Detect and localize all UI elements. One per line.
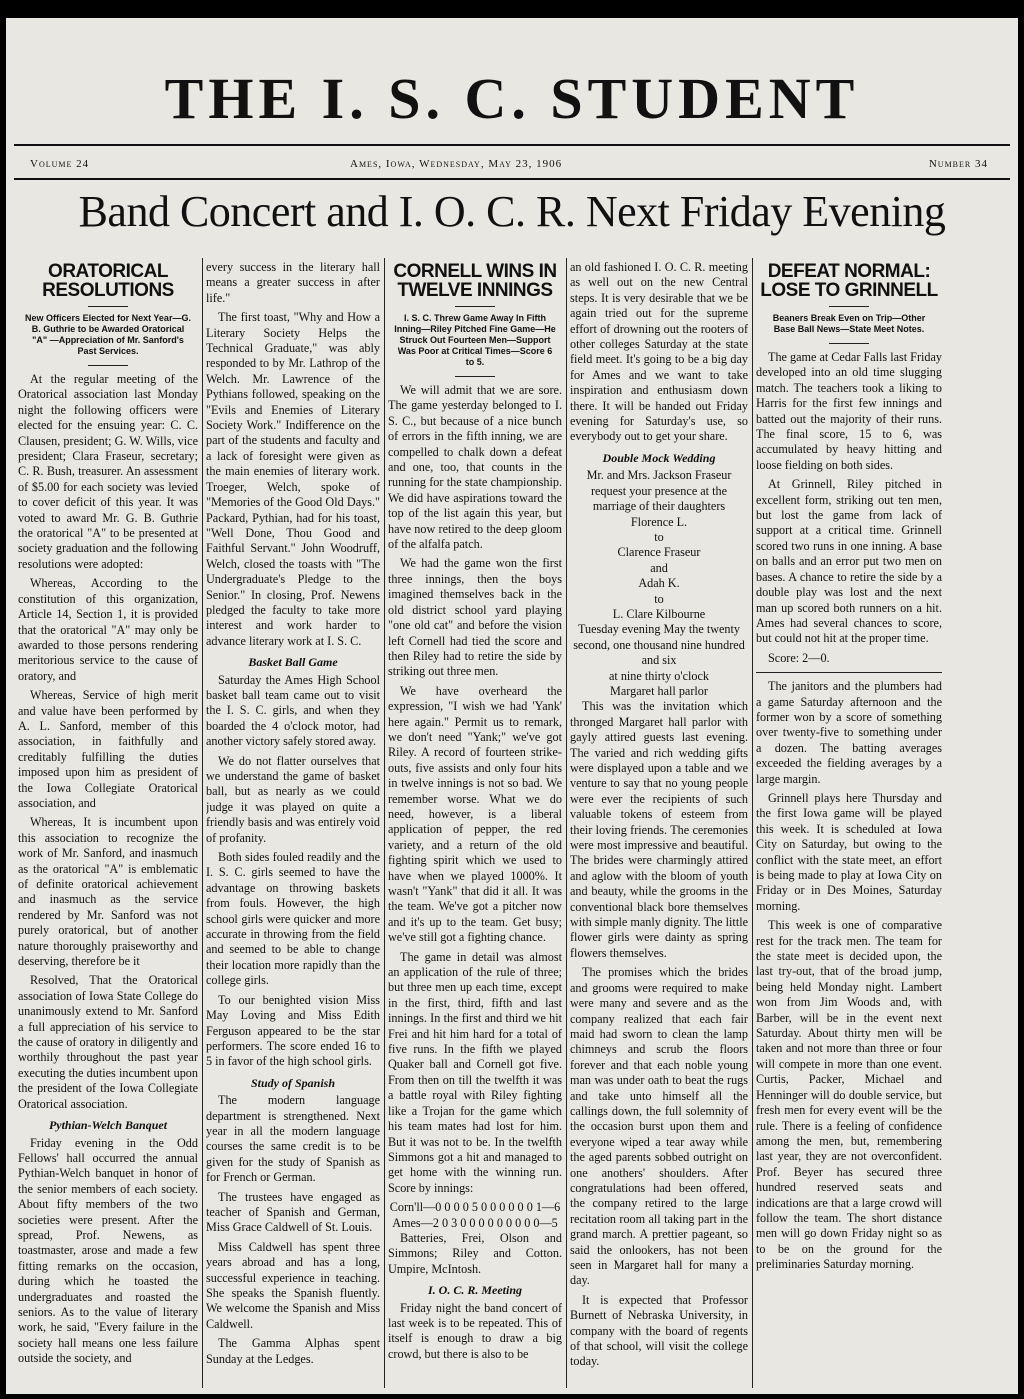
column-divider	[566, 258, 567, 1388]
paragraph: The Gamma Alphas spent Sunday at the Ledges.	[206, 1336, 380, 1366]
volume-label: Volume 24	[30, 158, 90, 170]
newspaper-page	[6, 18, 1018, 1394]
paragraph: Whereas, It is incumbent upon this association to recognize the work of Mr. Sanford, and inasmuch as the oratorical "A" is emblematic of definite oratorical achievement and inasmuch as the service rendered by Mr. Sanford was not purely oratorical, but of another nature thoroughly praiseworthy and deserving, therefore be it	[18, 815, 198, 969]
paragraph: The game at Cedar Falls last Friday developed into an old time slugging match. The teachers took a liking to Harris for the first few innings and batted out the majority of their runs. The final score, 15 to 6, was accumulated by heavy hitting and loose fielding on both sides.	[756, 350, 942, 472]
column-divider	[202, 258, 203, 1388]
paragraph: We do not flatter ourselves that we understand the game of basket ball, but as nearly as we could judge it was played on quite a friendly basis and was entirely void of profanity.	[206, 753, 380, 845]
paragraph: Whereas, Service of high merit and value have been performed by A. L. Sanford, member of this association, in faithfully and creditably fulfilling the duties imposed upon him as president of the Iowa Collegiate Oratorical association, and	[18, 688, 198, 810]
masthead-rule	[14, 144, 1010, 146]
paragraph: The first toast, "Why and How a Literary Society Helps the Technical Graduate," was ably responded to by Mr. Lathrop of the Welch. Mr. Lawrence of the Pythians followed, speaking on the "Evils and Enemies of Literary Society Work." Indifference on the part of the students and faculty and a lack of foresight were given as the main enemies of literary work. Troeger, Welch, spoke of "Memories of the Good Old Days." Packard, Pythian, had for his toast, "Well Done, Thou Good and Faithful Servant." John Woodruff, Welch, closed the toasts with "The Undergraduate's Pledge to the Senior." In closing, Prof. Newens pledged the faculty to take more interest and work harder to advance literary work at I. S. C.	[206, 310, 380, 648]
paragraph: Score: 2—0.	[768, 650, 830, 665]
paragraph: We have overheard the expression, "I wish we had 'Yank' here again." Permit us to remark, we don't need "Yank;" we've got Riley. A record of fourteen strike-outs, five assists and only four hits in twelve innings is not so bad. We remember worse. What we do need, however, is a liberal application of pepper, the red variety, and a return of the old fighting spirit which we used to have when we played 1000%. It wasn't "Yank" that did it all. It was the team. We've got a pitcher now and it's up to the team. Get busy; we've still got a fighting chance.	[388, 683, 562, 945]
paragraph: This week is one of comparative rest for the track men. The team for the state meet is decided upon, the last try-out, that of the broad jump, being held Monday night. Lambert won from Jim Woods and, with Barber, will be in the event next Saturday. About thirty men will be taken and not more than three or four will compete in more than one event. Curtis, Packer, Michael and Henninger will do double service, but fresh men for every event will be the rule. There is a feeling of confidence among the men, but, remembering last year, they are not overconfident. Prof. Beyer has secured three hundred reserved seats and indications are that a large crowd will follow the team. The short distance men will go down Friday night so as to be on the ground for the preliminaries Saturday morning.	[756, 918, 942, 1272]
subhead: Basket Ball Game	[248, 655, 338, 670]
paragraph: Miss Caldwell has spent three years abroad and has a long, successful experience in teaching. She speaks the Spanish fluently. We welcome the Spanish and Miss Caldwell.	[206, 1239, 380, 1331]
column-oratorical	[18, 260, 198, 1385]
column-wedding	[570, 260, 748, 1385]
title-rule	[88, 306, 128, 307]
invitation-line: L. Clare Kilbourne	[612, 606, 706, 621]
paragraph: This was the invitation which thronged Margaret hall parlor with gayly attired guests last evening. The varied and rich wedding gifts were displayed upon a table and we venture to say that no young people were ever the recipients of such valuable tokens of esteem from their loving friends. The ceremonies were most impressive and beautiful. The brides were charmingly attired and aglow with the bloom of youth and beauty, while the grooms in the conventional black bore themselves with simple manly dignity. The little flower girls were dainty as spring flowers themselves.	[570, 699, 748, 960]
title-rule	[455, 306, 495, 307]
invitation-line: and	[650, 560, 668, 575]
paragraph: At Grinnell, Riley pitched in excellent form, striking out ten men, but lost the game from lack of support at a critical time. Grinnell scored two runs in one inning. A base on balls and an error put two men on bases. A chance to retire the side by a double play was lost and the next man up scored both runners on a hit. Ames had several chances to score, but could not hit at the proper time.	[756, 477, 942, 646]
column-divider	[752, 258, 753, 1388]
article-title: CORNELL WINS IN TWELVE INNINGS	[393, 261, 557, 301]
invitation-line: Clarence Fraseur	[617, 545, 701, 560]
invitation-line: Mr. and Mrs. Jackson Fraseur	[586, 468, 732, 483]
column-divider	[384, 258, 385, 1388]
paragraph: an old fashioned I. O. C. R. meeting as well out on the new Central steps. It is very desirable that we be again tried out for the supreme effort of drowning out the rooters of other colleges Saturday at the state field meet. It's going to be a big day for Ames and we want to take inspiration and enthusiasm down there. It will be handed out Friday evening for Saturday's use, so everybody out to get your share.	[570, 260, 748, 444]
article-deck: Beaners Break Even on Trip—Other Base Ball News—State Meet Notes.	[772, 313, 926, 334]
invitation-line: Adah K.	[638, 576, 680, 591]
invitation-line: Tuesday evening May the twenty second, one thousand nine hundred and six	[573, 622, 745, 668]
paragraph: Resolved, That the Oratorical association of Iowa State College do unanimously extend to Mr. Sanford a full appreciation of his service to the cause of oratory in diligently and worthily throughout the past year executing the duties incumbent upon the president of the Iowa Collegiate Oratorical association.	[18, 973, 198, 1111]
score-line: Ames—2 0 3 0 0 0 0 0 0 0 0 0—5	[392, 1215, 558, 1230]
invitation-line: request your presence at the	[590, 483, 728, 498]
dateline-rule	[14, 178, 1010, 180]
subhead: Pythian-Welch Banquet	[48, 1118, 168, 1133]
paragraph: Friday evening in the Odd Fellows' hall occurred the annual Pythian-Welch banquet in honor of the senior members of each society. About fifty members of the two societies were present. After the spread, Prof. Newens, as toastmaster, arose and made a few fitting remarks on the occasion, during which he toasted the undergraduates and roasted the seniors. As to the value of literary work, he said, "Every failure in the society hall means one less failure outside the society, and	[18, 1135, 198, 1366]
column-normal-grinnell	[756, 260, 942, 1385]
article-title: DEFEAT NORMAL: LOSE TO GRINNELL	[760, 261, 938, 301]
invitation-line: marriage of their daughters	[592, 499, 726, 514]
paragraph: Both sides fouled readily and the I. S. C. girls seemed to have the advantage on throwing baskets from fouls. However, the high school girls were quicker and more accurate in throwing from the field and seemed to be able to change their location more rapidly than the college girls.	[206, 850, 380, 988]
paragraph: The game in detail was almost an application of the rule of three; but three men up each time, except in the first, third, fifth and last innings. In the first and third we hit Frei and hit him hard for a total of five runs. In the fifth we played Quaker ball and Cornell got five. From then on till the twelfth it was a battle royal with Riley fighting like a Trojan for the game which his team mates had lost for him. But it was not to be. In the twelfth Simmons got a hit and managed to get home with the winning run. Score by innings:	[388, 949, 562, 1195]
paragraph: The promises which the brides and grooms were required to make were many and severe and as the company realized that each fair maid had sworn to clean the lamp chimneys and scrub the floors forever and that each noble young man was under oath to beat the rugs and take unto himself all the callings down, the full solemnity of the occasion burst upon them and everyone wiped a tear away while the aged parents sobbed outright on one anothers' shoulders. After congratulations had been offered, the company retired to the large recitation room all taking part in the grand march. A prettier pageant, so said the onlookers, has not been seen in Margaret hall for many a day.	[570, 965, 748, 1288]
paragraph: Saturday the Ames High School basket ball team came out to visit the I. S. C. girls, and when they boarded the 4 o'clock motor, had another victory safely stored away.	[206, 672, 380, 749]
paragraph: Friday night the band concert of last week is to be repeated. This of itself is enough to draw a big crowd, but there is also to be	[388, 1300, 562, 1361]
article-deck: I. S. C. Threw Game Away In Fifth Inning—Riley Pitched Fine Game—He Struck Out Fourteen Men—Support Was Poor at Critical Times—Score 6 to 5.	[394, 313, 556, 367]
paragraph: The modern language department is strengthened. Next year in all the modern language courses the same credit is to be given for the study of Spanish as for French or German.	[206, 1093, 380, 1185]
paragraph: We had the game won the first three innings, then the boys imagined themselves back in the old district school yard playing "one old cat" and before the vision left Cornell had tied the score and then Riley had to retire the side by striking out three men.	[388, 556, 562, 679]
column-cornell	[388, 260, 562, 1385]
paragraph: At the regular meeting of the Oratorical association last Monday night the following officers were elected for the ensuing year: C. C. Clausen, president; G. W. Wills, vice president; Clara Fraseur, secretary; C. R. Bush, treasurer. An assessment of $5.00 for each society was levied to cover deficit of this year. It was voted to award Mr. G. B. Guthrie the oratorical "A" to be presented at society graduation and the following resolutions were adopted:	[18, 372, 198, 571]
article-deck: New Officers Elected for Next Year—G. B. Guthrie to be Awarded Oratorical "A" —Appreciation of Mr. Sanford's Past Services.	[25, 313, 191, 356]
deck-rule	[88, 365, 128, 366]
deck-rule	[829, 343, 869, 344]
paragraph: Batteries, Frei, Olson and Simmons; Riley and Cotton. Umpire, McIntosh.	[388, 1230, 562, 1276]
title-rule	[829, 306, 869, 307]
place-date: Ames, Iowa, Wednesday, May 23, 1906	[350, 158, 563, 170]
article-title: ORATORICAL RESOLUTIONS	[42, 261, 174, 301]
section-rule	[756, 672, 942, 673]
paragraph: It is expected that Professor Burnett of Nebraska University, in company with the board of regents of that school, will visit the college today.	[570, 1292, 748, 1369]
masthead: THE I. S. C. STUDENT	[164, 66, 860, 131]
paragraph: The janitors and the plumbers had a game Saturday afternoon and the former won by a score of something over twenty-five to something under a dozen. The batting averages exceeded the fielding averages by a large margin.	[756, 679, 942, 786]
invitation-line: to	[654, 529, 664, 544]
paragraph: Whereas, According to the constitution of this organization, Article 14, Section 1, it is provided that the oratorical "A" may only be awarded to those persons rendering meritorious service to the cause of oratory, and	[18, 576, 198, 683]
paragraph: We will admit that we are sore. The game yesterday belonged to I. S. C., but because of a nice bunch of errors in the fifth inning, we are compelled to chalk down a defeat and one, too, that counts in the running for the state championship. We did have aspirations toward the top of the list again this year, but have now retired to the deep gloom of the alfalfa patch.	[388, 383, 562, 552]
main-headline: Band Concert and I. O. C. R. Next Friday Evening	[78, 187, 946, 236]
paragraph: Grinnell plays here Thursday and the first Iowa game will be played this week. It is scheduled at Iowa City on Saturday, but owing to the conflict with the state meet, an effort is being made to play at Iowa City on Friday or in Des Moines, Saturday morning.	[756, 790, 942, 913]
subhead: Double Mock Wedding	[602, 450, 716, 465]
column-banquet-continued	[206, 260, 380, 1385]
issue-number: Number 34	[928, 158, 988, 170]
subhead: Study of Spanish	[250, 1075, 336, 1090]
deck-rule	[455, 376, 495, 377]
paragraph: The trustees have engaged as teacher of Spanish and German, Miss Grace Caldwell of St. Louis.	[206, 1189, 380, 1235]
paragraph: To our benighted vision Miss May Loving and Miss Edith Ferguson appeared to be the star performers. The score ended 16 to 5 in favor of the high school girls.	[206, 992, 380, 1069]
invitation-line: Margaret hall parlor	[610, 683, 708, 698]
invitation-line: at nine thirty o'clock	[608, 668, 709, 683]
subhead: I. O. C. R. Meeting	[427, 1283, 522, 1298]
paragraph: every success in the literary hall means a greater success in after life."	[206, 260, 380, 305]
invitation-line: to	[654, 591, 664, 606]
invitation-line: Florence L.	[630, 514, 688, 529]
score-line: Corn'll—0 0 0 0 5 0 0 0 0 0 0 1—6	[389, 1200, 561, 1215]
